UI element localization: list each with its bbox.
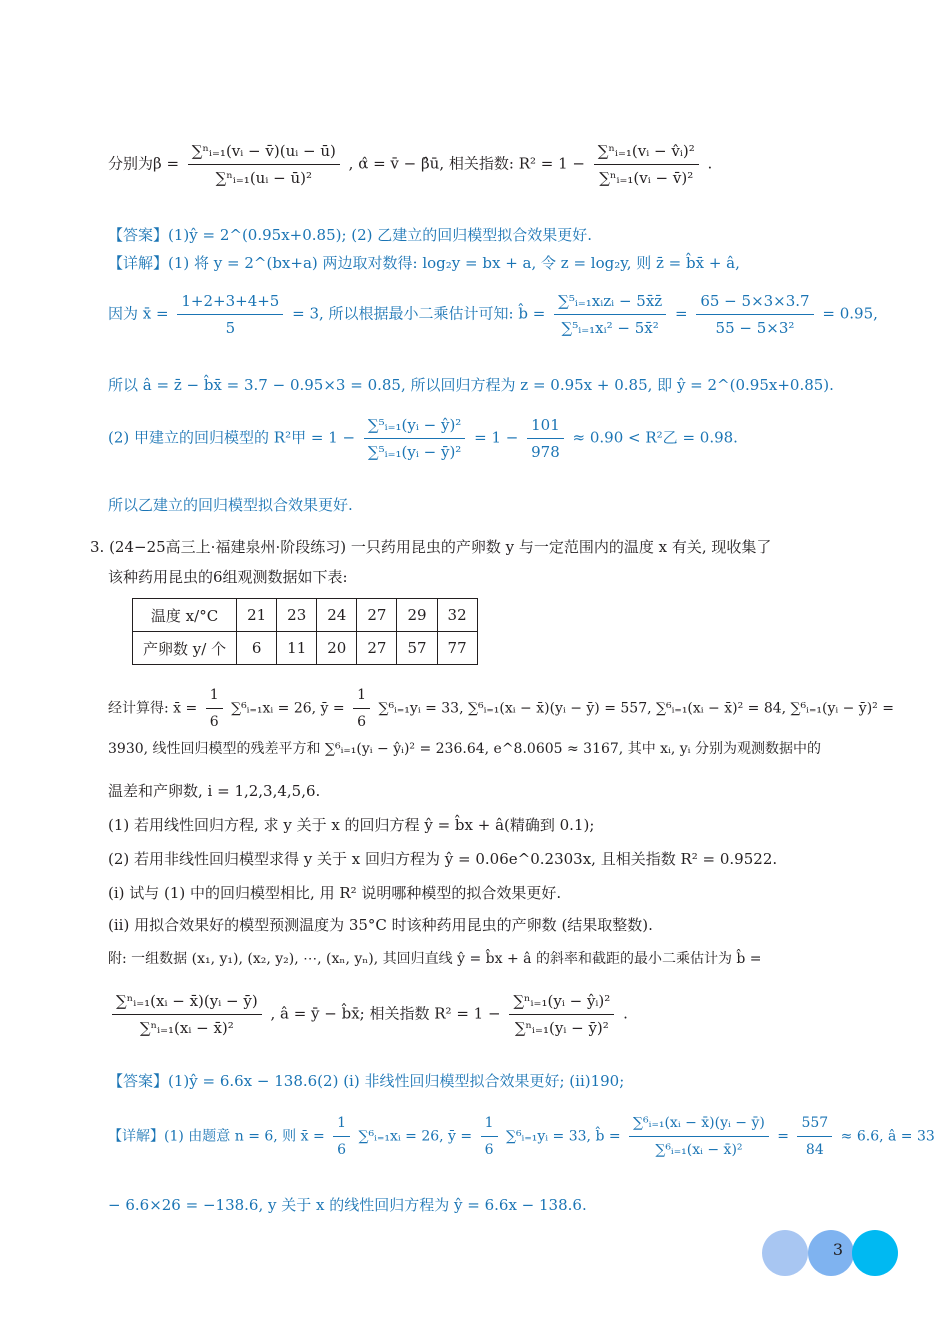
q3-calc-3: 温差和产卵数, i = 1,2,3,4,5,6. xyxy=(108,782,321,800)
q3-detail-2: − 6.6×26 = −138.6, y 关于 x 的线性回归方程为 ŷ = 6.6x − 138.6. xyxy=(108,1196,587,1214)
q3-appendix-1: 附: 一组数据 (x₁, y₁), (x₂, y₂), ⋯, (xₙ, yₙ), 其回归直线 ŷ = b̂x + â 的斜率和截距的最小二乘估计为 b̂ = xyxy=(108,951,762,967)
observation-table xyxy=(132,598,478,665)
q3-calc-2: 3930, 线性回归模型的残差平方和 ∑⁶ᵢ₌₁(yᵢ − ŷᵢ)² = 236.64, e^8.0605 ≈ 3167, 其中 xᵢ, yᵢ 分别为观测数据中的 xyxy=(108,741,821,757)
table-cell: 温度 x/°C xyxy=(133,599,237,632)
table-cell: 27 xyxy=(357,632,397,665)
page-circle-3 xyxy=(852,1230,898,1276)
q3-part-2: (2) 若用非线性回归模型求得 y 关于 x 回归方程为 ŷ = 0.06e^0.2303x, 且相关指数 R² = 0.9522. xyxy=(108,850,778,868)
q2-detail-3: 所以 â = z̄ − b̂x̄ = 3.7 − 0.95×3 = 0.85, 所以回归方程为 z = 0.95x + 0.85, 即 ŷ = 2^(0.95x+0.85). xyxy=(108,376,834,394)
q2-conclusion: 所以乙建立的回归模型拟合效果更好. xyxy=(108,496,353,514)
table-cell: 6 xyxy=(237,632,277,665)
r2-fraction: $\frac{\text{∑ⁿᵢ₌₁(vᵢ − v̂ᵢ)²}}{\text{∑ⁿᵢ₌₁(vᵢ − v̄)²}}$ xyxy=(594,140,699,189)
q3-title-2: 该种药用昆虫的6组观测数据如下表: xyxy=(108,568,348,586)
q3-answer: 【答案】(1)ŷ = 6.6x − 138.6(2) (i) 非线性回归模型拟合效果更好; (ii)190; xyxy=(108,1072,625,1090)
q3-part-2-ii: (ii) 用拟合效果好的模型预测温度为 35°C 时该种药用昆虫的产卵数 (结果取整数). xyxy=(108,916,653,934)
q2-detail-2: 因为 x̄ = $\frac{1+2+3+4+5}{5}$ = 3, 所以根据最小二乘估计可知: b̂ = $\frac{\text{∑⁵ᵢ₌₁xᵢzᵢ − 5x̄z̄}}{\text{∑⁵ᵢ₌₁xᵢ² − 5x̄²}}$ = $\frac{65 - 5\times 3\times 3.7}{\text{55 − 5×3²}}$ = 0.95, xyxy=(108,292,878,337)
table-cell: 20 xyxy=(317,632,357,665)
table-cell: 11 xyxy=(277,632,317,665)
q3-part-2-i: (i) 试与 (1) 中的回归模型相比, 用 R² 说明哪种模型的拟合效果更好. xyxy=(108,884,562,902)
q3-calc-1: 经计算得: x̄ = $\frac{1}{6}$ ∑⁶ᵢ₌₁xᵢ = 26, ȳ = $\frac{1}{6}$ ∑⁶ᵢ₌₁yᵢ = 33, ∑⁶ᵢ₌₁(xᵢ − x̄)(yᵢ − ȳ) = 557, ∑⁶ᵢ₌₁(xᵢ − x̄)² = 84, ∑⁶ᵢ₌₁(yᵢ − ȳ)² = xyxy=(108,684,894,733)
table-cell: 27 xyxy=(357,599,397,632)
q2-answer: 【答案】(1)ŷ = 2^(0.95x+0.85); (2) 乙建立的回归模型拟合效果更好. xyxy=(108,226,593,244)
formula-line: 分别为β = $\frac{\text{∑ⁿᵢ₌₁(vᵢ − v̄)(uᵢ − ū)}}{\text{∑ⁿᵢ₌₁(uᵢ − ū)²}}$ , α̂ = v̄ − β̂ū, 相关指数: R² = 1 − $\frac{\text{∑ⁿᵢ₌₁(vᵢ − v̂ᵢ)²}}{\text{∑ⁿᵢ₌₁(vᵢ − v̄)²}}$ . xyxy=(108,142,713,187)
table-cell: 57 xyxy=(397,632,437,665)
table-cell: 32 xyxy=(437,599,477,632)
table-cell: 29 xyxy=(397,599,437,632)
page-number: 3 xyxy=(832,1240,844,1259)
q3-appendix-2: $\frac{\text{∑ⁿᵢ₌₁(xᵢ − x̄)(yᵢ − ȳ)}}{\text{∑ⁿᵢ₌₁(xᵢ − x̄)²}}$ , â = ȳ − b̂x̄; 相关指数 R² = 1 − $\frac{\text{∑ⁿᵢ₌₁(yᵢ − ŷᵢ)²}}{\text{∑ⁿᵢ₌₁(yᵢ − ȳ)²}}$ . xyxy=(108,990,628,1039)
table-cell: 77 xyxy=(437,632,477,665)
q3-detail-1: 【详解】(1) 由题意 n = 6, 则 x̄ = $\frac{1}{6}$ ∑⁶ᵢ₌₁xᵢ = 26, ȳ = $\frac{1}{6}$ ∑⁶ᵢ₌₁yᵢ = 33, b̂ = $\frac{\text{∑⁶ᵢ₌₁(xᵢ − x̄)(yᵢ − ȳ)}}{\text{∑⁶ᵢ₌₁(xᵢ − x̄)²}}$ = $\frac{557}{84}$ ≈ 6.6, â = 33 xyxy=(108,1112,935,1161)
page-circle-1 xyxy=(762,1230,808,1276)
table-cell: 21 xyxy=(237,599,277,632)
table-cell: 23 xyxy=(277,599,317,632)
table-row xyxy=(133,599,478,632)
q3-part-1: (1) 若用线性回归方程, 求 y 关于 x 的回归方程 ŷ = b̂x + â(精确到 0.1); xyxy=(108,816,595,834)
q2-detail-1: 【详解】(1) 将 y = 2^(bx+a) 两边取对数得: log₂y = bx + a, 令 z = log₂y, 则 z̄ = b̂x̄ + â, xyxy=(108,254,740,272)
table-row xyxy=(133,632,478,665)
table-cell: 24 xyxy=(317,599,357,632)
q3-title-1: 3. (24−25高三上·福建泉州·阶段练习) 一只药用昆虫的产卵数 y 与一定范围内的温度 x 有关, 现收集了 xyxy=(90,538,772,556)
table-cell: 产卵数 y/ 个 xyxy=(133,632,237,665)
beta-fraction: $\frac{\text{∑ⁿᵢ₌₁(vᵢ − v̄)(uᵢ − ū)}}{\text{∑ⁿᵢ₌₁(uᵢ − ū)²}}$ xyxy=(188,140,340,189)
q2-detail-4: (2) 甲建立的回归模型的 R²甲 = 1 − $\frac{\text{∑⁵ᵢ₌₁(yᵢ − ŷ)²}}{\text{∑⁵ᵢ₌₁(yᵢ − ȳ)²}}$ = 1 − $\frac{101}{978}$ ≈ 0.90 < R²乙 = 0.98. xyxy=(108,416,738,461)
